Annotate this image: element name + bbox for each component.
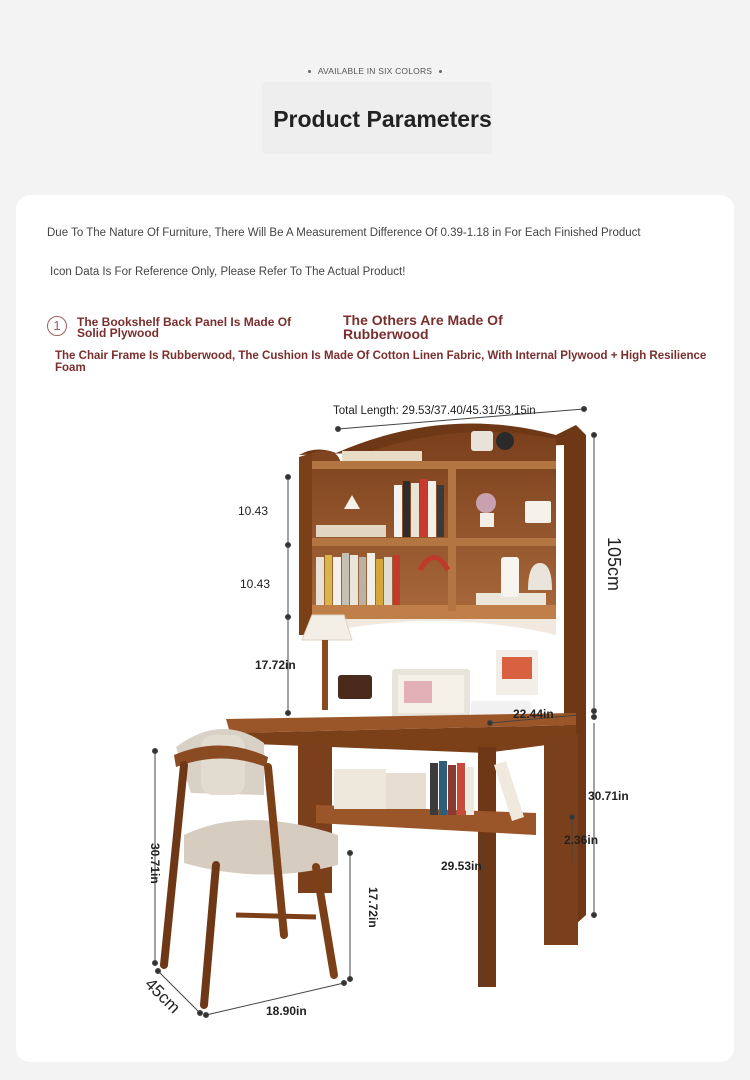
total-height-label: 105cm (604, 537, 624, 592)
desk-width-label: 29.53in (441, 859, 482, 873)
chair-height-label: 30.71in (148, 843, 162, 884)
colors-badge-label: AVAILABLE IN SIX COLORS (317, 66, 433, 76)
chair-depth-label: 45cm (141, 974, 185, 1018)
material-bookshelf-back: The Bookshelf Back Panel Is Made Of Solid Plywood (77, 315, 292, 340)
page-title: Product Parameters (273, 106, 492, 132)
chair-width-label: 18.90in (266, 1004, 307, 1018)
page-header (0, 0, 750, 190)
desk-illustration (16, 195, 734, 1062)
measurement-note: Due To The Nature Of Furniture, There Will Be A Measurement Difference Of 0.39-1.18 in For Each Finished Product (47, 227, 641, 239)
seat-height-label: 17.72in (366, 887, 380, 928)
colors-badge (0, 66, 750, 76)
dot-icon (439, 70, 442, 73)
parameters-card (16, 195, 734, 1062)
dot-icon (308, 70, 311, 73)
material-chair: The Chair Frame Is Rubberwood, The Cushion Is Made Of Cotton Linen Fabric, With Internal Plywood + High Resilience Foam (55, 350, 707, 374)
desk-depth-label: 22.44in (513, 707, 554, 721)
shelf-1-height-label: 10.43 (238, 504, 269, 518)
side-depth-label: 2.36in (564, 833, 599, 847)
shelf-2-height-label: 10.43 (240, 577, 271, 591)
hutch-gap-label: 17.72in (255, 658, 296, 672)
material-number-icon: 1 (47, 316, 67, 336)
material-others: The Others Are Made Of Rubberwood (343, 312, 503, 342)
total-length-label: Total Length: 29.53/37.40/45.31/53.15in (333, 405, 536, 417)
reference-note: Icon Data Is For Reference Only, Please Refer To The Actual Product! (50, 266, 406, 278)
desk-items (302, 615, 538, 727)
desk-height-label: 30.71in (588, 789, 629, 803)
